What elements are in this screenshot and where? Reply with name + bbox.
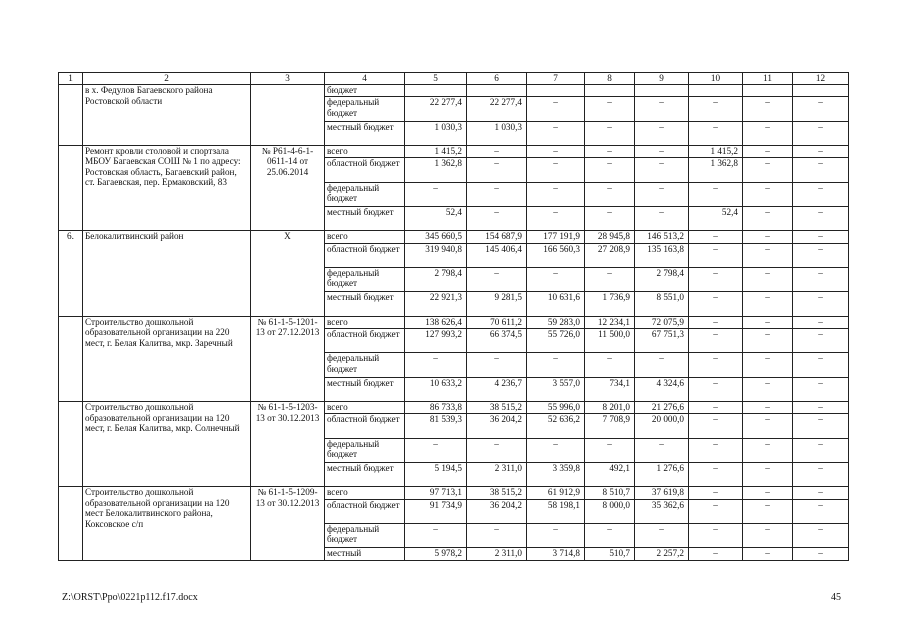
funding-source: местный бюджет <box>325 377 405 401</box>
value-cell: – <box>743 182 793 206</box>
value-cell: – <box>635 97 689 121</box>
value-cell: – <box>689 438 743 462</box>
value-cell: – <box>467 158 527 182</box>
column-header: 12 <box>793 73 849 85</box>
header-row <box>59 73 849 85</box>
value-cell: – <box>743 463 793 487</box>
value-cell: – <box>743 499 793 523</box>
value-cell: – <box>689 463 743 487</box>
value-cell: – <box>743 353 793 377</box>
value-cell: 8 201,0 <box>585 402 635 414</box>
column-header: 1 <box>59 73 83 85</box>
value-cell: – <box>689 328 743 352</box>
value-cell: 1 736,9 <box>585 292 635 316</box>
value-cell: – <box>635 523 689 547</box>
column-header: 8 <box>585 73 635 85</box>
table-row <box>59 145 849 157</box>
value-cell: 8 000,0 <box>585 499 635 523</box>
section-number <box>59 316 83 401</box>
value-cell: – <box>743 231 793 243</box>
value-cell: – <box>689 97 743 121</box>
value-cell: – <box>793 487 849 499</box>
value-cell: – <box>793 353 849 377</box>
budget-table <box>58 72 849 561</box>
value-cell: – <box>635 158 689 182</box>
value-cell: 35 362,6 <box>635 499 689 523</box>
funding-source: местный бюджет <box>325 206 405 230</box>
value-cell: 22 277,4 <box>467 97 527 121</box>
funding-source: местный бюджет <box>325 463 405 487</box>
funding-source: всего <box>325 145 405 157</box>
value-cell: – <box>793 377 849 401</box>
value-cell <box>689 85 743 97</box>
value-cell: – <box>527 206 585 230</box>
value-cell: – <box>689 231 743 243</box>
value-cell <box>527 85 585 97</box>
value-cell: 12 234,1 <box>585 316 635 328</box>
value-cell: – <box>585 438 635 462</box>
table-header <box>59 73 849 85</box>
column-header: 7 <box>527 73 585 85</box>
value-cell: – <box>793 158 849 182</box>
value-cell: – <box>793 316 849 328</box>
page-number: 45 <box>831 592 841 603</box>
value-cell: – <box>527 97 585 121</box>
table-row <box>59 85 849 97</box>
value-cell: – <box>793 499 849 523</box>
section-number <box>59 85 83 146</box>
value-cell: 4 324,6 <box>635 377 689 401</box>
value-cell: – <box>467 267 527 291</box>
section-number <box>59 145 83 230</box>
column-header: 11 <box>743 73 793 85</box>
value-cell: 145 406,4 <box>467 243 527 267</box>
value-cell: – <box>743 97 793 121</box>
value-cell: – <box>743 121 793 145</box>
value-cell: 1 415,2 <box>689 145 743 157</box>
value-cell: 55 726,0 <box>527 328 585 352</box>
value-cell <box>467 85 527 97</box>
object-name: в х. Федулов Багаевского района Ростовской области <box>83 85 251 146</box>
column-header: 4 <box>325 73 405 85</box>
value-cell: – <box>793 206 849 230</box>
column-header: 6 <box>467 73 527 85</box>
value-cell: 52,4 <box>689 206 743 230</box>
value-cell: – <box>743 402 793 414</box>
funding-source: областной бюджет <box>325 328 405 352</box>
column-header: 3 <box>251 73 325 85</box>
funding-source: федеральный бюджет <box>325 97 405 121</box>
value-cell: – <box>793 328 849 352</box>
value-cell: – <box>585 206 635 230</box>
value-cell: – <box>527 353 585 377</box>
value-cell: – <box>743 206 793 230</box>
value-cell: – <box>585 267 635 291</box>
value-cell: 66 374,5 <box>467 328 527 352</box>
value-cell: 28 945,8 <box>585 231 635 243</box>
value-cell: 27 208,9 <box>585 243 635 267</box>
value-cell: 5 978,2 <box>405 548 467 560</box>
value-cell: 10 633,2 <box>405 377 467 401</box>
value-cell: 52,4 <box>405 206 467 230</box>
value-cell: 3 557,0 <box>527 377 585 401</box>
object-name: Белокалитвинский район <box>83 231 251 316</box>
funding-source: федеральный бюджет <box>325 267 405 291</box>
column-header: 5 <box>405 73 467 85</box>
table-row <box>59 231 849 243</box>
value-cell: 21 276,6 <box>635 402 689 414</box>
section-number <box>59 402 83 487</box>
value-cell <box>585 85 635 97</box>
value-cell: 177 191,9 <box>527 231 585 243</box>
value-cell: 55 996,0 <box>527 402 585 414</box>
value-cell: 20 000,0 <box>635 414 689 438</box>
value-cell: 4 236,7 <box>467 377 527 401</box>
value-cell: 7 708,9 <box>585 414 635 438</box>
value-cell: – <box>793 267 849 291</box>
value-cell: – <box>467 145 527 157</box>
value-cell: – <box>689 548 743 560</box>
value-cell: – <box>743 523 793 547</box>
document-reference: Х <box>251 231 325 316</box>
value-cell: – <box>743 267 793 291</box>
value-cell: – <box>635 438 689 462</box>
value-cell: 2 257,2 <box>635 548 689 560</box>
table-row <box>59 487 849 499</box>
funding-source: местный бюджет <box>325 121 405 145</box>
document-reference: № 61-1-5-1209-13 от 30.12.2013 <box>251 487 325 560</box>
value-cell: – <box>467 182 527 206</box>
value-cell: – <box>585 158 635 182</box>
funding-source: областной бюджет <box>325 414 405 438</box>
value-cell: 319 940,8 <box>405 243 467 267</box>
value-cell: 61 912,9 <box>527 487 585 499</box>
value-cell: 38 515,2 <box>467 487 527 499</box>
value-cell: – <box>743 292 793 316</box>
section-number: 6. <box>59 231 83 316</box>
value-cell: – <box>743 316 793 328</box>
funding-source: федеральный бюджет <box>325 438 405 462</box>
value-cell: – <box>635 121 689 145</box>
value-cell: – <box>793 402 849 414</box>
column-header: 2 <box>83 73 251 85</box>
value-cell: 345 660,5 <box>405 231 467 243</box>
funding-source: областной бюджет <box>325 499 405 523</box>
value-cell: – <box>793 438 849 462</box>
value-cell: – <box>743 145 793 157</box>
value-cell: 86 733,8 <box>405 402 467 414</box>
value-cell: – <box>793 145 849 157</box>
value-cell: – <box>527 438 585 462</box>
column-header: 9 <box>635 73 689 85</box>
value-cell: 1 362,8 <box>405 158 467 182</box>
value-cell: – <box>405 438 467 462</box>
value-cell: – <box>689 292 743 316</box>
section-number <box>59 487 83 560</box>
value-cell: – <box>635 353 689 377</box>
footer-file-path: Z:\ORST\Ppo\0221p112.f17.docx <box>62 592 198 603</box>
value-cell: – <box>635 182 689 206</box>
value-cell: 2 798,4 <box>405 267 467 291</box>
table-body <box>59 85 849 561</box>
value-cell: – <box>527 523 585 547</box>
value-cell: 8 510,7 <box>585 487 635 499</box>
value-cell: 2 311,0 <box>467 548 527 560</box>
value-cell: 3 359,8 <box>527 463 585 487</box>
value-cell: – <box>689 316 743 328</box>
value-cell: 5 194,5 <box>405 463 467 487</box>
funding-source: бюджет <box>325 85 405 97</box>
value-cell: – <box>793 523 849 547</box>
value-cell: – <box>635 206 689 230</box>
value-cell: – <box>585 353 635 377</box>
funding-source: федеральный бюджет <box>325 353 405 377</box>
value-cell: 58 198,1 <box>527 499 585 523</box>
value-cell <box>635 85 689 97</box>
value-cell: 37 619,8 <box>635 487 689 499</box>
object-name: Строительство дошкольной образовательной организации на 120 мест Белокалитвинского района, Коксовское с/п <box>83 487 251 560</box>
value-cell: 81 539,3 <box>405 414 467 438</box>
value-cell: 8 551,0 <box>635 292 689 316</box>
funding-source: всего <box>325 487 405 499</box>
value-cell: 1 276,6 <box>635 463 689 487</box>
object-name: Строительство дошкольной образовательной организации на 120 мест, г. Белая Калитва, мкр. Солнечный <box>83 402 251 487</box>
value-cell: 70 611,2 <box>467 316 527 328</box>
value-cell: – <box>585 145 635 157</box>
funding-source: всего <box>325 231 405 243</box>
value-cell: 67 751,3 <box>635 328 689 352</box>
value-cell: – <box>793 414 849 438</box>
funding-source: областной бюджет <box>325 158 405 182</box>
value-cell: 91 734,9 <box>405 499 467 523</box>
value-cell: 97 713,1 <box>405 487 467 499</box>
document-reference: № Р61-4-6-1-0611-14 от 25.06.2014 <box>251 145 325 230</box>
value-cell: – <box>467 353 527 377</box>
value-cell: 11 500,0 <box>585 328 635 352</box>
object-name: Строительство дошкольной образовательной организации на 220 мест, г. Белая Калитва, мкр. Заречный <box>83 316 251 401</box>
value-cell: – <box>527 145 585 157</box>
value-cell: 2 311,0 <box>467 463 527 487</box>
funding-source: местный <box>325 548 405 560</box>
value-cell: 38 515,2 <box>467 402 527 414</box>
value-cell: – <box>793 231 849 243</box>
document-reference: № 61-1-5-1201-13 от 27.12.2013 <box>251 316 325 401</box>
value-cell: 22 277,4 <box>405 97 467 121</box>
value-cell <box>793 85 849 97</box>
value-cell <box>405 85 467 97</box>
value-cell: 1 362,8 <box>689 158 743 182</box>
value-cell: – <box>793 548 849 560</box>
value-cell: – <box>793 292 849 316</box>
value-cell: 510,7 <box>585 548 635 560</box>
value-cell: – <box>689 402 743 414</box>
value-cell: 36 204,2 <box>467 414 527 438</box>
value-cell: – <box>689 243 743 267</box>
value-cell: – <box>689 523 743 547</box>
value-cell: – <box>689 267 743 291</box>
value-cell: – <box>689 377 743 401</box>
value-cell: – <box>527 158 585 182</box>
value-cell: 146 513,2 <box>635 231 689 243</box>
value-cell: – <box>585 523 635 547</box>
value-cell: – <box>743 414 793 438</box>
value-cell: – <box>743 243 793 267</box>
funding-source: федеральный бюджет <box>325 182 405 206</box>
value-cell: – <box>467 206 527 230</box>
value-cell: – <box>689 499 743 523</box>
value-cell: – <box>793 463 849 487</box>
value-cell: 10 631,6 <box>527 292 585 316</box>
value-cell: 9 281,5 <box>467 292 527 316</box>
document-reference: № 61-1-5-1203-13 от 30.12.2013 <box>251 402 325 487</box>
value-cell: – <box>405 523 467 547</box>
value-cell: – <box>743 158 793 182</box>
value-cell: 138 626,4 <box>405 316 467 328</box>
column-header: 10 <box>689 73 743 85</box>
value-cell: – <box>689 182 743 206</box>
value-cell: 166 560,3 <box>527 243 585 267</box>
table-row <box>59 316 849 328</box>
value-cell: – <box>405 353 467 377</box>
funding-source: областной бюджет <box>325 243 405 267</box>
value-cell: 1 030,3 <box>467 121 527 145</box>
funding-source: местный бюджет <box>325 292 405 316</box>
value-cell: – <box>527 121 585 145</box>
value-cell: 2 798,4 <box>635 267 689 291</box>
value-cell: – <box>743 548 793 560</box>
value-cell: – <box>743 377 793 401</box>
funding-source: федеральный бюджет <box>325 523 405 547</box>
table-row <box>59 402 849 414</box>
value-cell: – <box>793 97 849 121</box>
value-cell: – <box>743 328 793 352</box>
value-cell: – <box>585 121 635 145</box>
value-cell: – <box>743 438 793 462</box>
value-cell <box>743 85 793 97</box>
document-reference <box>251 85 325 146</box>
value-cell: – <box>793 182 849 206</box>
value-cell: 1 030,3 <box>405 121 467 145</box>
value-cell: 492,1 <box>585 463 635 487</box>
funding-source: всего <box>325 402 405 414</box>
value-cell: – <box>689 414 743 438</box>
value-cell: 734,1 <box>585 377 635 401</box>
value-cell: 3 714,8 <box>527 548 585 560</box>
value-cell: – <box>585 182 635 206</box>
value-cell: – <box>793 121 849 145</box>
value-cell: 154 687,9 <box>467 231 527 243</box>
value-cell: – <box>585 97 635 121</box>
value-cell: 59 283,0 <box>527 316 585 328</box>
value-cell: – <box>689 121 743 145</box>
value-cell: – <box>467 438 527 462</box>
funding-source: всего <box>325 316 405 328</box>
value-cell: – <box>743 487 793 499</box>
value-cell: 135 163,8 <box>635 243 689 267</box>
value-cell: 1 415,2 <box>405 145 467 157</box>
value-cell: – <box>467 523 527 547</box>
value-cell: – <box>689 487 743 499</box>
value-cell: – <box>635 145 689 157</box>
value-cell: – <box>689 353 743 377</box>
value-cell: 36 204,2 <box>467 499 527 523</box>
value-cell: 127 993,2 <box>405 328 467 352</box>
value-cell: – <box>793 243 849 267</box>
value-cell: – <box>405 182 467 206</box>
value-cell: – <box>527 182 585 206</box>
value-cell: – <box>527 267 585 291</box>
object-name: Ремонт кровли столовой и спортзала МБОУ Багаевская СОШ № 1 по адресу: Ростовская область, Багаевский район, ст. Багаевская, пер. Ермаковский, 83 <box>83 145 251 230</box>
value-cell: 22 921,3 <box>405 292 467 316</box>
value-cell: 72 075,9 <box>635 316 689 328</box>
value-cell: 52 636,2 <box>527 414 585 438</box>
